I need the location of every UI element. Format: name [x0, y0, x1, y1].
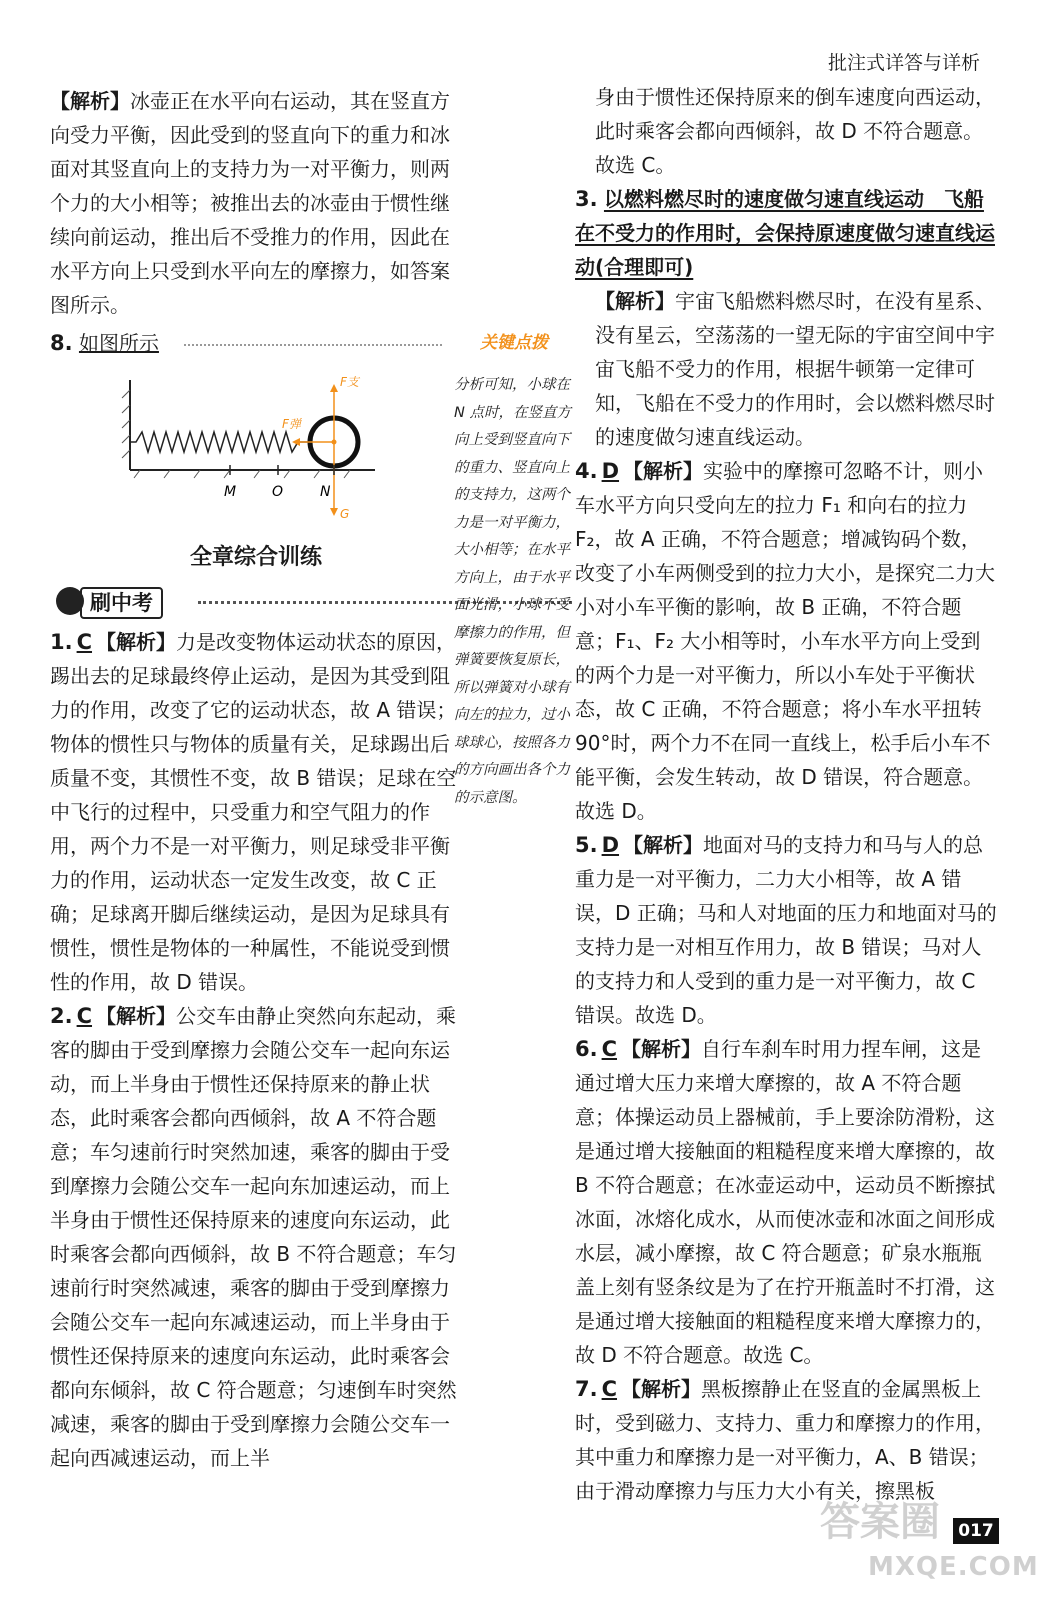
label-G: G [340, 507, 350, 521]
q5: 5. D 【解析】地面对马的支持力和马与人的总重力是一对平衡力，二力大小相等，故 A 错误，D 正确；马和人对地面的压力和地面对马的支持力是一对相互作用力，故 B 错误；马对人的支持力和人受到的重力是一对平衡力，故 C 错误。故选 D。 [575, 833, 997, 1027]
leader-line [184, 344, 442, 346]
q8-row: 8. 如图所示 关键点拨 [50, 326, 462, 360]
q7-analysis: 【解析】冰壶正在水平向右运动，其在竖直方向受力平衡，因此受到的竖直向下的重力和冰面对其竖直向上的支持力为一对平衡力，则两个力的大小相等；被推出去的冰壶由于惯性继续向前运动，推出后不受推力的作用，因此在水平方向上只受到水平向左的摩擦力，如答案图所示。 [50, 89, 450, 317]
right-column [575, 80, 1000, 1508]
page-header: 批注式详答与详析 [827, 52, 980, 74]
label-Ff: F弹 [282, 417, 301, 431]
label-O: O [272, 484, 284, 500]
label-N: N [320, 484, 331, 500]
force-diagram [50, 360, 410, 535]
q8-answer: 如图所示 [78, 331, 159, 355]
chapter-title: 全章综合训练 [189, 545, 322, 570]
watermark-url: MXQE.COM [868, 1552, 1039, 1582]
spring-ball-figure [50, 360, 462, 535]
q3-analysis: 【解析】宇宙飞船燃料燃尽时，在没有星系、没有星云，空荡荡的一望无际的宇宙空间中宇宙飞船不受力的作用，根据牛顿第一定律可知，飞船在不受力的作用时，会以燃料燃尽时的速度做匀速直线运动。 [595, 289, 995, 449]
q2: 2. C 【解析】公交车由静止突然向东起动，乘客的脚由于受到摩擦力会随公交车一起向东运动，而上半身由于惯性还保持原来的静止状态，此时乘客会都向西倾斜，故 A 不符合题意；车匀速前行时突然加速，乘客的脚由于受到摩擦力会随公交车一起向东加速运动，而上半身由于惯性还保持原来的速度向东运动，此时乘客会都向西倾斜，故 B 不符合题意；车匀速前行时突然减速，乘客的脚由于受到摩擦力会随公交车一起向东减速运动，而上半身由于惯性还保持原来的速度向东运动，此时乘客会都向东倾斜，故 C 符合题意；匀速倒车时突然减速，乘客的脚由于受到摩擦力会随公交车一起向西减速运动，而上半 [50, 1004, 457, 1470]
q1: 1. C 【解析】力是改变物体运动状态的原因，踢出去的足球最终停止运动，是因为其受到阻力的作用，改变了它的运动状态，故 A 错误；物体的惯性只与物体的质量有关，足球踢出后质量不变，其惯性不变，故 B 错误；足球在空中飞行的过程中，只受重力和空气阻力的作用，两个力不是一对平衡力，则足球受非平衡力的作用，运动状态一定发生改变，故 C 正确；足球离开脚后继续运动，是因为足球具有惯性，惯性是物体的一种属性，不能说受到惯性的作用，故 D 错误。 [50, 630, 457, 994]
section-banner: 刷中考 [50, 585, 462, 621]
watermark: 答案圈 [820, 1499, 940, 1545]
q3: 3. 以燃料燃尽时的速度做匀速直线运动 飞船在不受力的作用时，会保持原速度做匀速直线运动(合理即可) [575, 187, 995, 279]
label-M: M [224, 484, 237, 500]
q7: 7. C 【解析】黑板擦静止在竖直的金属黑板上时，受到磁力、支持力、重力和摩擦力的作用，其中重力和摩擦力是一对平衡力，A、B 错误；由于滑动摩擦力与压力大小有关，擦黑板 [575, 1377, 995, 1503]
margin-note: 分析可知，小球在 N 点时，在竖直方向上受到竖直向下的重力、竖直向上的支持力，这两个力是一对平衡力，大小相等；在水平方向上，由于水平面光滑，小球不受摩擦力的作用，但弹簧要恢复原长，所以弹簧对小球有向左的拉力，过小球球心，按照各力的方向画出各个力的示意图。 [454, 377, 571, 806]
q6: 6. C 【解析】自行车刹车时用力捏车闸，这是通过增大压力来增大摩擦的，故 A 不符合题意；体操运动员上器械前，手上要涂防滑粉，这是通过增大接触面的粗糙程度来增大摩擦的，故 B 不符合题意；在冰壶运动中，运动员不断擦拭冰面，冰熔化成水，从而使冰壶和冰面之间形成水层，减小摩擦，故 C 符合题意；矿泉水瓶瓶盖上刻有竖条纹是为了在拧开瓶盖时不打滑，这是通过增大接触面的粗糙程度来增大摩擦力的，故 D 不符合题意。故选 C。 [575, 1037, 996, 1367]
q4: 4. D 【解析】实验中的摩擦可忽略不计，则小车水平方向只受向左的拉力 F₁ 和向右的拉力 F₂，故 A 正确，不符合题意；增减钩码个数，改变了小车两侧受到的拉力大小，是探究二力大小对小车平衡的影响，故 B 正确，不符合题意；F₁、F₂ 大小相等时，小车水平方向上受到的两个力是一对平衡力，所以小车处于平衡状态，故 C 正确，不符合题意；将小车水平扭转 90°时，两个力不在同一直线上，松手后小车不能平衡，会发生转动，故 D 错误，符合题意。故选 D。 [575, 459, 995, 823]
keypoint-label: 关键点拨 [480, 333, 548, 353]
spring [130, 432, 312, 452]
page-number: 017 [953, 1518, 999, 1544]
label-FN: F支 [340, 375, 359, 389]
q2-continued: 身由于惯性还保持原来的倒车速度向西运动，此时乘客会都向西倾斜，故 D 不符合题意。故选 C。 [595, 85, 995, 177]
